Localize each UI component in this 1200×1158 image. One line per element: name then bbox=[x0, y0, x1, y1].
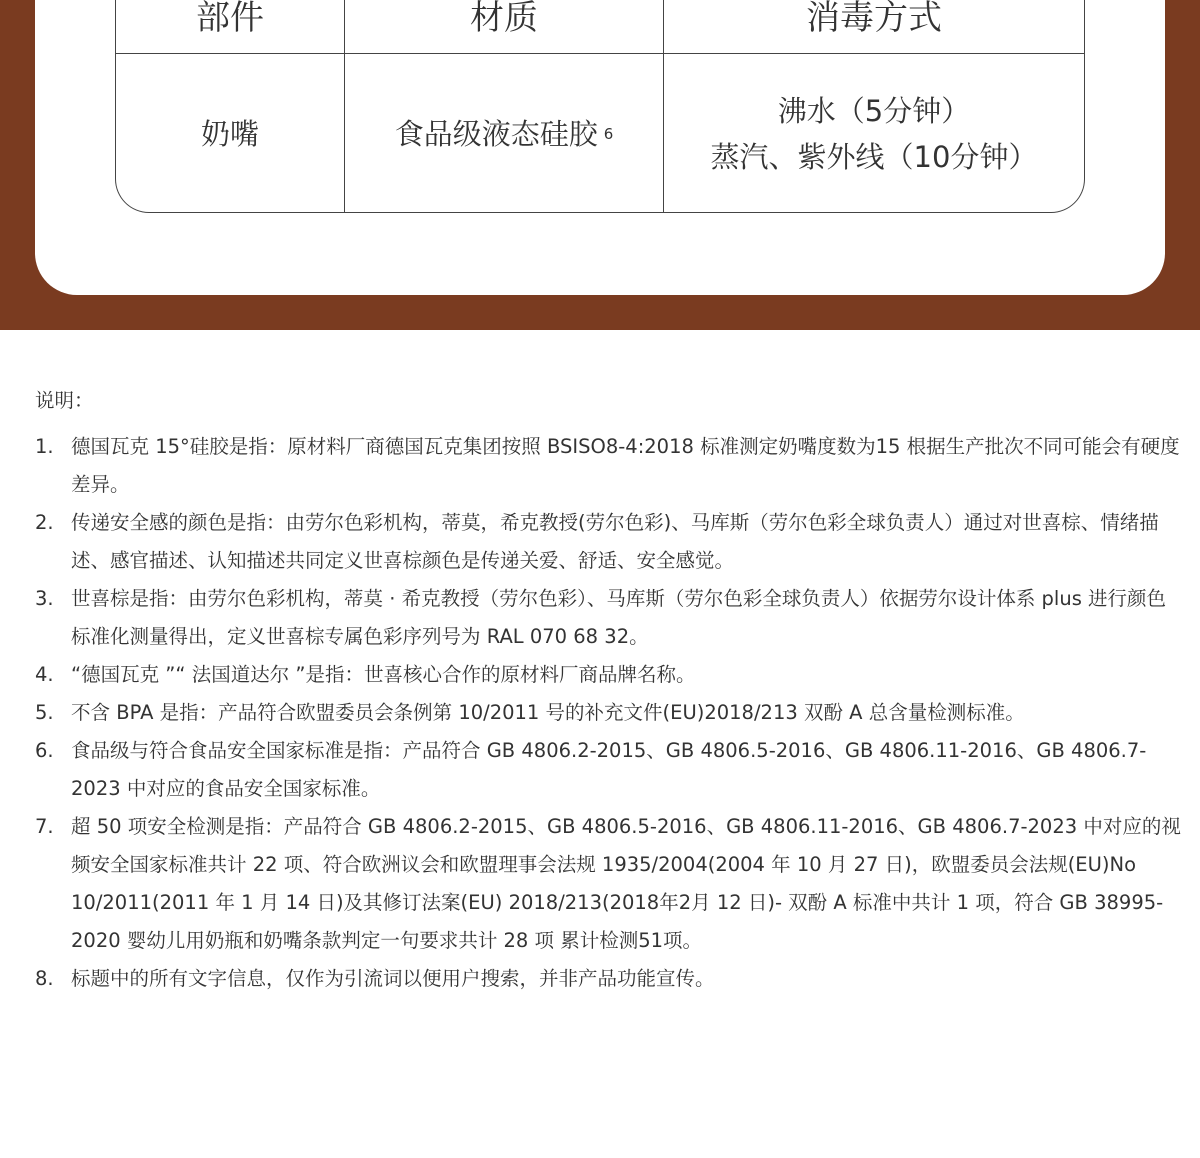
note-number: 3. bbox=[35, 587, 54, 610]
note-item-2 bbox=[35, 504, 1185, 580]
note-item-6 bbox=[35, 732, 1185, 808]
notes-title: 说明： bbox=[35, 389, 94, 412]
note-item-1 bbox=[35, 428, 1185, 504]
note-item-4 bbox=[35, 656, 1185, 694]
note-text: “德国瓦克 ”“ 法国道达尔 ”是指：世喜核心合作的原材料厂商品牌名称。 bbox=[71, 663, 696, 686]
notes-section bbox=[35, 382, 1185, 998]
note-text: 标题中的所有文字信息，仅作为引流词以便用户搜索，并非产品功能宣传。 bbox=[71, 967, 715, 990]
note-text: 食品级与符合食品安全国家标准是指：产品符合 GB 4806.2-2015、GB 4806.5-2016、GB 4806.11-2016、GB 4806.7-2023 中对应的食品安全国家标准。 bbox=[71, 739, 1147, 800]
table-row bbox=[116, 54, 1084, 213]
cell-material bbox=[345, 54, 664, 213]
note-item-8 bbox=[35, 960, 1185, 998]
note-item-3 bbox=[35, 580, 1185, 656]
note-text: 超 50 项安全检测是指：产品符合 GB 4806.2-2015、GB 4806.5-2016、GB 4806.11-2016、GB 4806.7-2023 中对应的视频安全国家标准共计 22 项、符合欧洲议会和欧盟理事会法规 1935/2004(2004 年 10 月 27 日)，欧盟委员会法规(EU)No 10/2011(2011 年 1 月 14 日)及其修订法案(EU) 2018/213(2018年2月 12 日)- 双酚 A 标准中共计 1 项，符合 GB 38995-2020 婴幼儿用奶瓶和奶嘴条款判定一句要求共计 28 项 累计检测51项。 bbox=[71, 815, 1181, 952]
note-item-7 bbox=[35, 808, 1185, 960]
note-text: 德国瓦克 15°硅胶是指：原材料厂商德国瓦克集团按照 BSISO8-4:2018 标准测定奶嘴度数为15 根据生产批次不同可能会有硬度差异。 bbox=[71, 435, 1180, 496]
method-lines bbox=[711, 88, 1038, 180]
note-number: 6. bbox=[35, 739, 54, 762]
footnote-marker: 6 bbox=[603, 124, 614, 143]
note-text: 传递安全感的颜色是指：由劳尔色彩机构，蒂莫，希克教授(劳尔色彩)、马库斯（劳尔色彩全球负责人）通过对世喜棕、情绪描述、感官描述、认知描述共同定义世喜棕颜色是传递关爱、舒适、安全感觉。 bbox=[71, 511, 1159, 572]
cell-part: 奶嘴 bbox=[116, 54, 345, 213]
note-number: 5. bbox=[35, 701, 54, 724]
cell-method bbox=[664, 54, 1084, 213]
note-number: 8. bbox=[35, 967, 54, 990]
note-number: 4. bbox=[35, 663, 54, 686]
disinfection-table bbox=[115, 0, 1085, 213]
note-number: 7. bbox=[35, 815, 54, 838]
note-text: 不含 BPA 是指：产品符合欧盟委员会条例第 10/2011 号的补充文件(EU)2018/213 双酚 A 总含量检测标准。 bbox=[71, 701, 1025, 724]
note-number: 2. bbox=[35, 511, 54, 534]
note-number: 1. bbox=[35, 435, 54, 458]
header-part: 部件 bbox=[116, 0, 345, 53]
material-text: 食品级液态硅胶 bbox=[394, 116, 598, 151]
header-material: 材质 bbox=[345, 0, 664, 53]
header-method: 消毒方式 bbox=[806, 0, 942, 38]
method-line-boil: 沸水（5分钟） bbox=[777, 93, 971, 128]
method-line-steam-uv: 蒸汽、紫外线（10分钟） bbox=[710, 139, 1038, 174]
note-item-5 bbox=[35, 694, 1185, 732]
table-header-row bbox=[116, 0, 1084, 54]
note-text: 世喜棕是指：由劳尔色彩机构，蒂莫 · 希克教授（劳尔色彩）、马库斯（劳尔色彩全球负责人）依据劳尔设计体系 plus 进行颜色标准化测量得出，定义世喜棕专属色彩序列号为 RAL 070 68 32。 bbox=[71, 587, 1167, 648]
